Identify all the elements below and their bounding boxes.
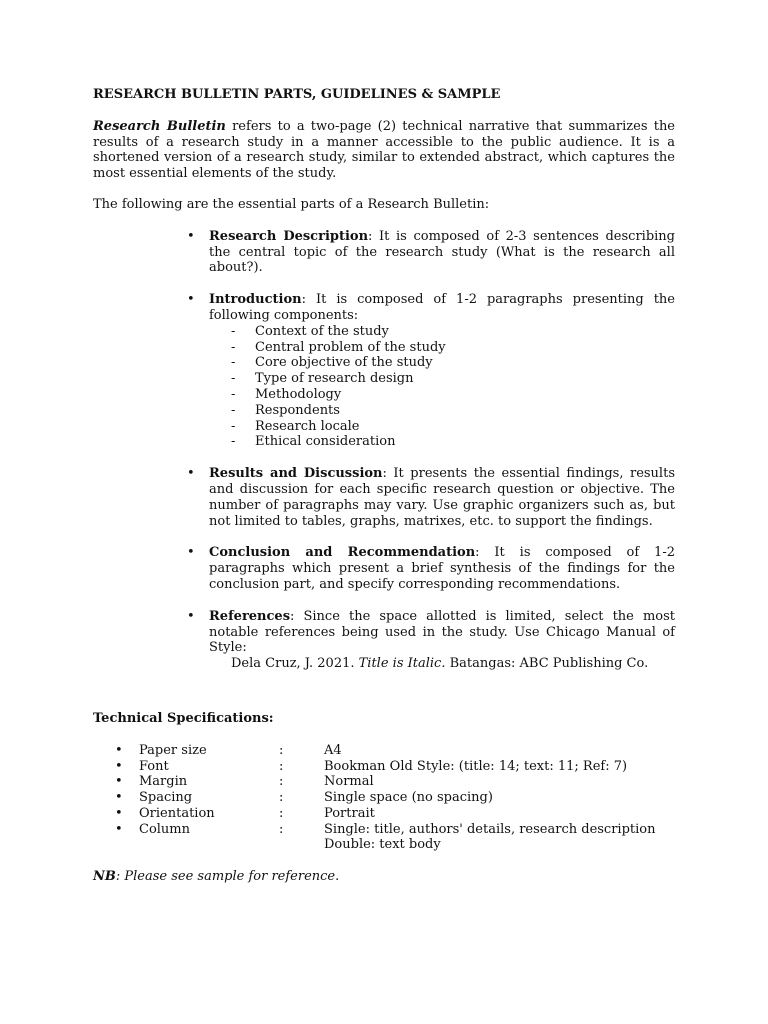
spec-value: A4 (324, 742, 342, 758)
component-label: Context of the study (255, 323, 389, 339)
spec-colon: : (279, 790, 284, 806)
nb-label: NB (93, 869, 116, 885)
document-page (93, 87, 675, 885)
spec-value: Single space (no spacing) (324, 790, 493, 806)
bullet-icon: • (187, 292, 195, 308)
dash-icon: - (231, 418, 236, 434)
part-text: : Since the space allotted is limited, select the most notable references being used in the study. Use Chicago Manual of Style: (209, 608, 675, 656)
technical-specifications-heading: Technical Specifications: (93, 710, 274, 726)
components-list (231, 324, 675, 450)
intro-term: Research Bulletin (93, 118, 226, 134)
component-item (231, 387, 675, 403)
part-references (187, 609, 675, 672)
specs-list (115, 743, 675, 854)
component-item (231, 355, 675, 371)
spec-colon: : (279, 805, 284, 821)
component-item (231, 403, 675, 419)
bullet-icon: • (187, 608, 195, 624)
component-item (231, 340, 675, 356)
part-text: : It presents the essential findings, results and discussion for each specific research question or objective. The number of paragraphs may vary. Use graphic organizers such as, but not limited to tables, graphs, matrixes, etc. to support the findings. (209, 466, 675, 529)
bullet-icon: • (115, 742, 123, 758)
dash-icon: - (231, 434, 236, 450)
reference-publisher: Batangas: ABC Publishing Co. (445, 656, 649, 672)
component-label: Core objective of the study (255, 355, 433, 371)
reference-author-year: Dela Cruz, J. 2021. (231, 656, 359, 672)
component-label: Type of research design (255, 371, 414, 387)
component-item (231, 371, 675, 387)
dash-icon: - (231, 371, 236, 387)
part-conclusion-recommendation (187, 545, 675, 592)
lead-sentence: The following are the essential parts of a Research Bulletin: (93, 196, 490, 212)
bullet-icon: • (115, 821, 123, 837)
bullet-icon: • (187, 228, 195, 244)
spec-value: Portrait (324, 805, 375, 821)
nb-note (93, 869, 675, 885)
dash-icon: - (231, 339, 236, 355)
part-text: : It is composed of 1-2 paragraphs presenting the following components: (209, 292, 675, 323)
reference-example (209, 656, 675, 672)
part-term: Conclusion and Recommendation (209, 545, 476, 561)
bullet-icon: • (187, 545, 195, 561)
spec-colon: : (279, 758, 284, 774)
spec-value-line: Single: title, authors' details, research description (324, 821, 656, 837)
part-introduction (187, 292, 675, 450)
component-label: Respondents (255, 402, 340, 418)
bullet-icon: • (115, 774, 123, 790)
spec-label: Orientation (139, 805, 215, 821)
spec-label: Font (139, 758, 169, 774)
bullet-icon: • (115, 790, 123, 806)
spec-colon: : (279, 774, 284, 790)
part-term: Results and Discussion (209, 466, 383, 482)
parts-list (187, 229, 675, 672)
bullet-icon: • (115, 805, 123, 821)
nb-text: : Please see sample for reference. (115, 869, 340, 885)
spec-row-spacing (115, 790, 675, 806)
spec-label: Column (139, 821, 191, 837)
component-item (231, 324, 675, 340)
spec-row-margin (115, 774, 675, 790)
part-research-description (187, 229, 675, 276)
spec-row-paper-size (115, 743, 675, 759)
component-label: Methodology (255, 386, 342, 402)
spec-value-line: Double: text body (324, 837, 441, 853)
part-term: Introduction (209, 292, 302, 308)
bullet-icon: • (187, 466, 195, 482)
dash-icon: - (231, 402, 236, 418)
spec-value: Bookman Old Style: (title: 14; text: 11; Ref: 7) (324, 758, 628, 774)
reference-title: Title is Italic. (358, 656, 446, 672)
document-title: RESEARCH BULLETIN PARTS, GUIDELINES & SAMPLE (93, 87, 501, 102)
spec-label: Paper size (139, 742, 207, 758)
dash-icon: - (231, 355, 236, 371)
component-label: Research locale (255, 418, 360, 434)
part-text: : It is composed of 2-3 sentences describing the central topic of the research study (What is the research all about?). (209, 228, 675, 276)
component-label: Ethical consideration (255, 434, 396, 450)
component-item (231, 434, 675, 450)
dash-icon: - (231, 386, 236, 402)
spec-label: Margin (139, 774, 188, 790)
part-term: References (209, 608, 291, 624)
part-term: Research Description (209, 228, 369, 244)
bullet-icon: • (115, 758, 123, 774)
spec-colon: : (279, 742, 284, 758)
dash-icon: - (231, 323, 236, 339)
spec-row-column (115, 822, 675, 854)
intro-paragraph (93, 119, 675, 182)
spec-value (324, 822, 675, 854)
spec-label: Spacing (139, 790, 193, 806)
spec-colon: : (279, 821, 284, 837)
spec-value: Normal (324, 774, 374, 790)
intro-text: refers to a two-page (2) technical narrative that summarizes the results of a research study in a manner accessible to the public audience. It is a shortened version of a research study, similar to extended abstract, which captures the most essential elements of the study. (93, 118, 676, 182)
spec-row-orientation (115, 806, 675, 822)
part-results-discussion (187, 466, 675, 529)
component-label: Central problem of the study (255, 339, 446, 355)
part-text: : It is composed of 1-2 paragraphs which present a brief synthesis of the findings for the conclusion part, and specify corresponding recommendations. (209, 545, 675, 592)
spec-row-font (115, 759, 675, 775)
component-item (231, 419, 675, 435)
